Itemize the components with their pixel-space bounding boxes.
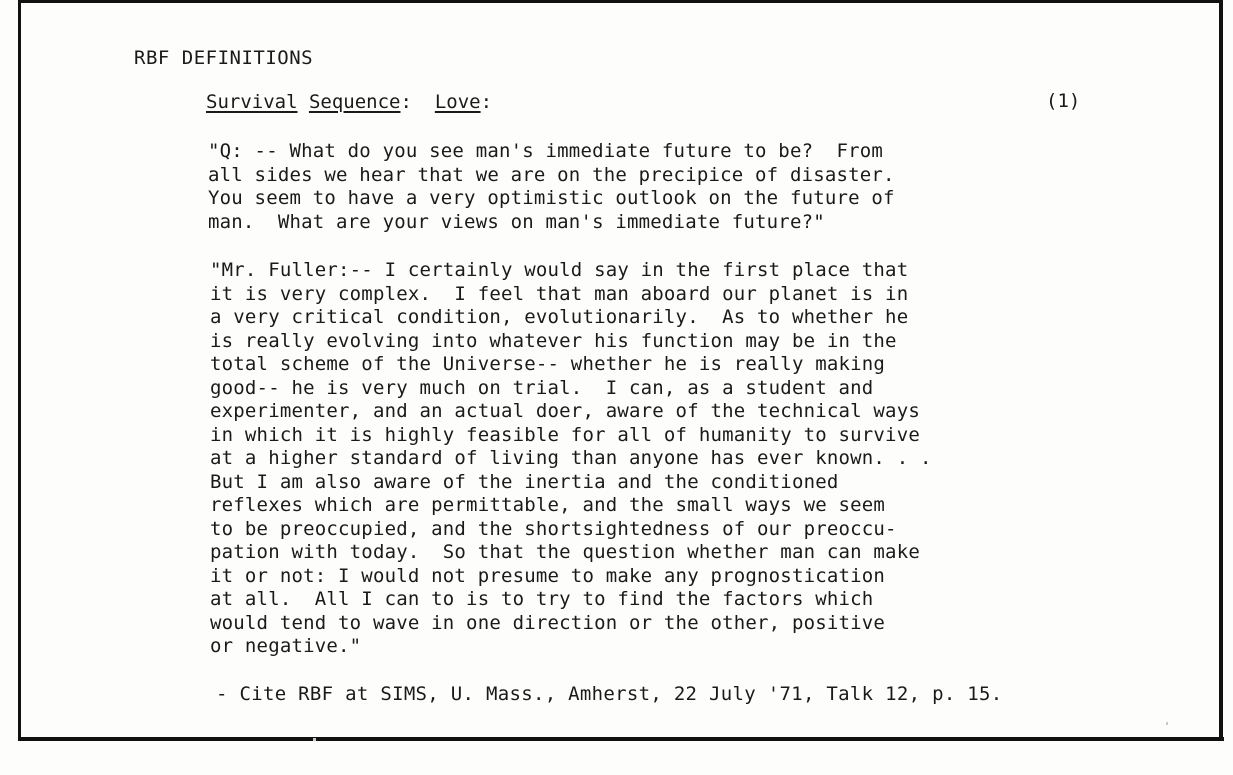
definition-entry-title <box>206 91 492 113</box>
answer-line: is really evolving into whatever his function may be in the <box>210 329 897 352</box>
answer-line: in which it is highly feasible for all of humanity to survive <box>210 423 920 446</box>
subterm-love: Love <box>434 91 481 113</box>
card-border-bottom <box>18 737 1224 741</box>
answer-line: reflexes which are permittable, and the small ways we seem <box>210 494 886 516</box>
answer-paragraph <box>210 259 932 659</box>
question-line: You seem to have a very optimistic outlook on the future of <box>208 187 895 209</box>
answer-line: would tend to wave in one direction or the other, positive <box>210 611 886 634</box>
card-border-left <box>18 0 21 740</box>
subterm-separator: : <box>480 91 493 113</box>
answer-line: total scheme of the Universe-- whether he is really making <box>210 353 886 375</box>
citation-line: - Cite RBF at SIMS, U. Mass., Amherst, 22 July '71, Talk 12, p. 15. <box>216 683 1003 705</box>
scan-speck <box>313 738 316 741</box>
answer-line: a very critical condition, evolutionarily. As to whether he <box>210 306 909 328</box>
question-line: "Q: -- What do you see man's immediate future to be? From <box>208 140 884 162</box>
scan-speck <box>1166 722 1168 725</box>
card-border-top <box>20 0 1220 3</box>
page-number: (1) <box>1046 90 1081 112</box>
answer-line: experimenter, and an actual doer, aware of the technical ways <box>210 400 920 422</box>
answer-line: But I am also aware of the inertia and the conditioned <box>210 470 839 493</box>
question-paragraph <box>208 140 895 234</box>
card-border-right <box>1219 0 1223 740</box>
answer-line: to be preoccupied, and the shortsightedness of our preoccu- <box>210 517 897 540</box>
answer-line: at a higher standard of living than anyone has ever known. . . <box>210 447 932 469</box>
answer-line: or negative." <box>210 635 362 657</box>
answer-line: it is very complex. I feel that man aboard our planet is in <box>210 282 909 305</box>
answer-line: it or not: I would not presume to make any prognostication <box>210 564 886 587</box>
answer-line: good-- he is very much on trial. I can, as a student and <box>210 376 874 399</box>
answer-line: pation with today. So that the question whether man can make <box>210 541 920 563</box>
document-heading: RBF DEFINITIONS <box>134 47 314 69</box>
question-line: all sides we hear that we are on the precipice of disaster. <box>208 163 895 186</box>
answer-line: "Mr. Fuller:-- I certainly would say in the first place that <box>210 259 909 281</box>
term-separator: : <box>400 91 412 113</box>
answer-line: at all. All I can to is to try to find the factors which <box>210 588 874 610</box>
term-survival: Survival <box>206 91 298 113</box>
term-sequence: Sequence <box>308 91 401 113</box>
question-line: man. What are your views on man's immediate future?" <box>208 210 825 233</box>
